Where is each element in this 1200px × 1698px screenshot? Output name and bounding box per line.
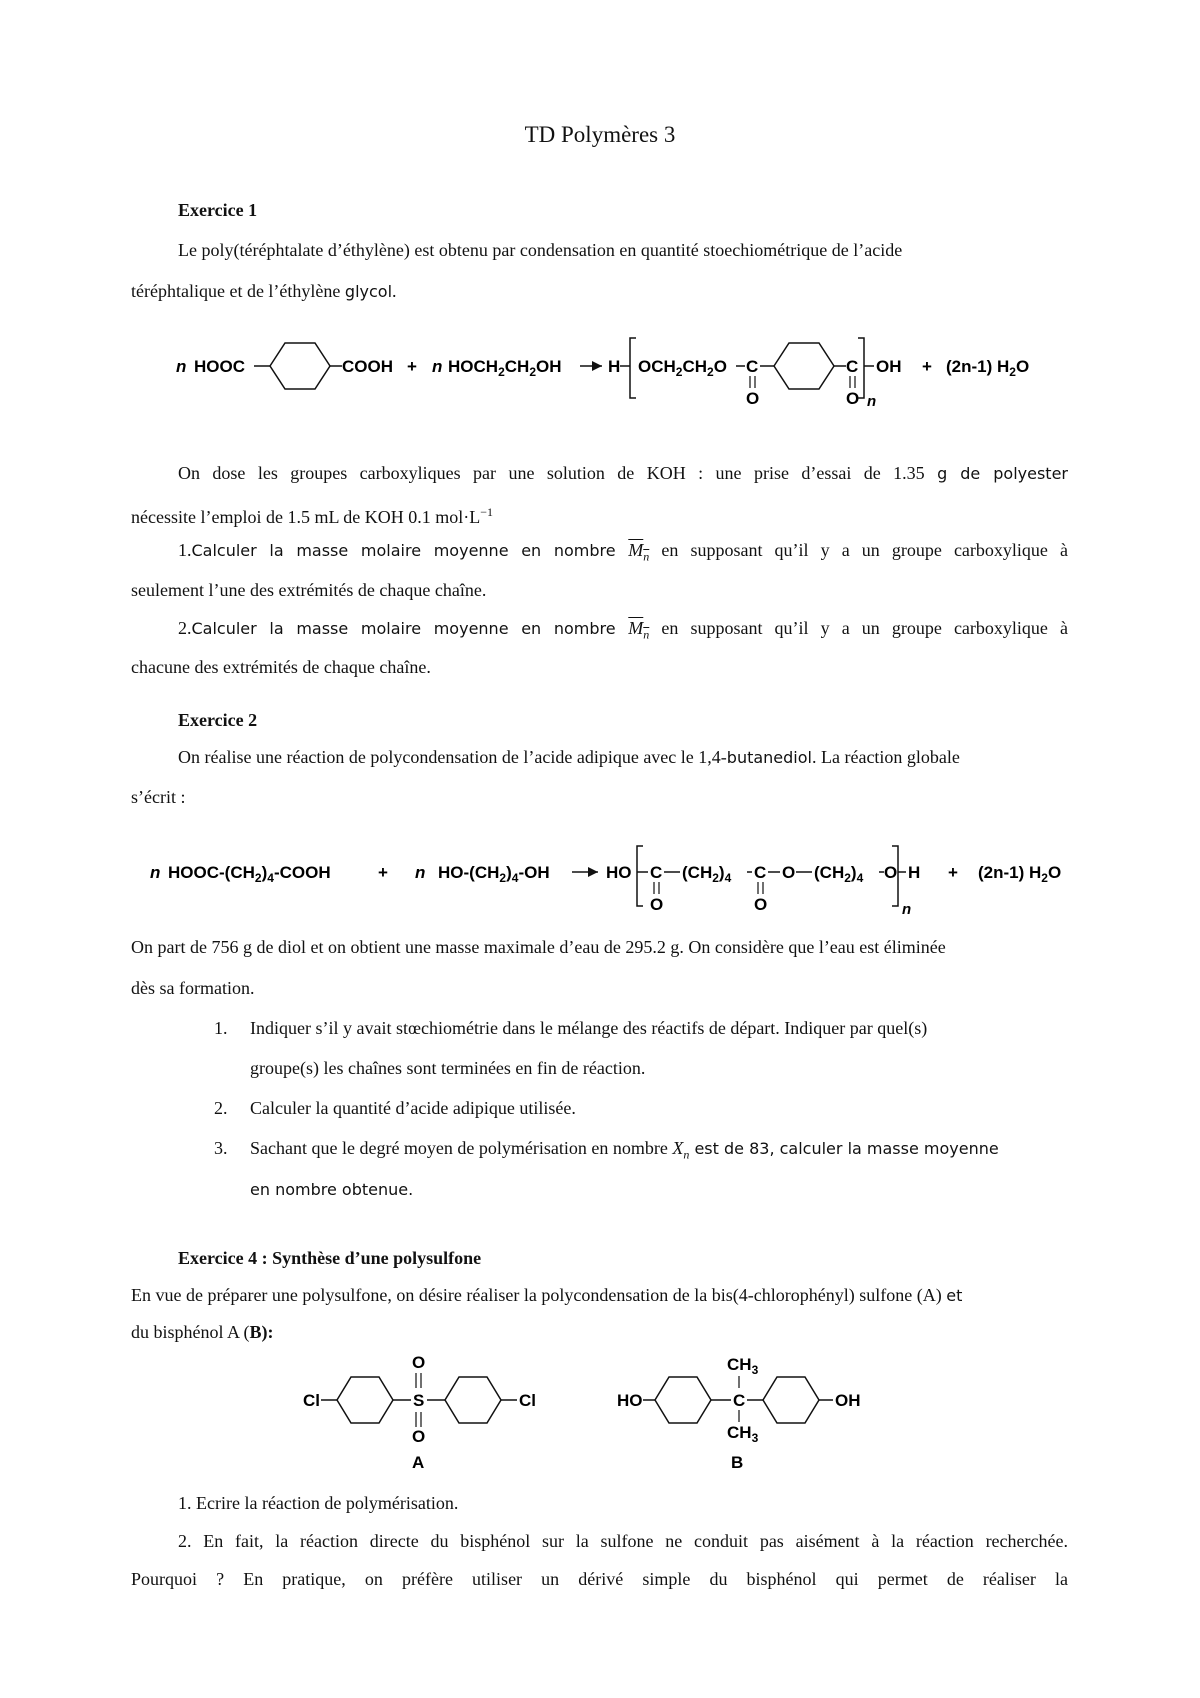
ex4-intro-et: et bbox=[946, 1286, 963, 1305]
ex1-q2-mn-symbol: $M_n$ bbox=[628, 618, 650, 642]
f2-arrow-icon bbox=[588, 867, 598, 877]
ex1-question-2-line2: chacune des extrémités de chaque chaîne. bbox=[131, 657, 431, 677]
f1-bracket-left bbox=[630, 338, 636, 398]
ex1-dose-text: On dose les groupes carboxyliques par une solution de KOH : une prise d’essai de 1.35 bbox=[178, 463, 938, 483]
ex1-intro-line2 bbox=[131, 281, 397, 302]
polyester-adipic-reaction-formula bbox=[140, 840, 1100, 922]
ex2-intro-line1 bbox=[178, 747, 960, 768]
ex1-intro-period: . bbox=[392, 281, 397, 301]
ex1-q1-text-b: en supposant qu’il y a un groupe carboxylique à bbox=[649, 540, 1068, 560]
f3-ch3-top: $CH_3$ bbox=[727, 1355, 759, 1377]
f2-plus1: + bbox=[378, 863, 388, 882]
ex2-item-3-line1 bbox=[250, 1138, 999, 1165]
f1-water: (2n-1) $H_2O$ bbox=[946, 357, 1030, 379]
f2-h: H bbox=[908, 863, 921, 882]
f1-o-bottom2: O bbox=[846, 389, 860, 408]
f3-o-bottom: O bbox=[412, 1427, 426, 1446]
ex4-intro-line1 bbox=[131, 1285, 962, 1306]
f1-o-bottom1: O bbox=[746, 389, 760, 408]
f2-o-mid: O bbox=[782, 863, 796, 882]
ex2-intro-butanediol: butanediol bbox=[726, 748, 812, 767]
ex1-q2-text-a: Calculer la masse molaire moyenne en nombre bbox=[191, 619, 629, 638]
ex1-q1-text-a: Calculer la masse molaire moyenne en nombre bbox=[191, 541, 629, 560]
f2-ch2-mid: $(CH_2)_4$ bbox=[682, 863, 732, 885]
ex2-text-line1: On part de 756 g de diol et on obtient une masse maximale d’eau de 295.2 g. On considère que l’eau est éliminée bbox=[131, 937, 946, 957]
f3-ho: HO bbox=[617, 1391, 643, 1410]
f1-h: H bbox=[608, 357, 621, 376]
ex2-intro-text: On réalise une réaction de polycondensation de l’acide adipique avec le 1,4- bbox=[178, 747, 727, 767]
ex1-intro-line1: Le poly(téréphtalate d’éthylène) est obtenu par condensation en quantité stoechiométrique de l’acide bbox=[178, 240, 903, 260]
ex4-intro-line2 bbox=[131, 1322, 274, 1342]
exercise-1-heading: Exercice 1 bbox=[178, 200, 258, 220]
ex2-intro-text-end: . La réaction globale bbox=[811, 747, 960, 767]
ex1-dose-exponent: −1 bbox=[480, 505, 494, 519]
ex1-q1-mn-symbol: $M_n$ bbox=[628, 540, 650, 564]
f1-n2: n bbox=[432, 357, 443, 376]
f2-ch2-last: $(CH_2)_4$ bbox=[814, 863, 864, 885]
f1-plus1: + bbox=[407, 357, 417, 376]
f3-ring-b1 bbox=[655, 1377, 711, 1423]
ex2-item-2-line1: Calculer la quantité d’acide adipique utilisée. bbox=[250, 1098, 576, 1118]
ex4-question-2-line2: Pourquoi ? En pratique, on préfère utiliser un dérivé simple du bisphénol qui permet de réaliser la bbox=[131, 1569, 1068, 1589]
f1-och2ch2o: $OCH_2CH_2O$ bbox=[638, 357, 727, 379]
f3-ch3-bottom: $CH_3$ bbox=[727, 1423, 759, 1445]
ex2-item-3-text-c: calculer la masse moyenne bbox=[779, 1139, 999, 1158]
f2-ho: HO bbox=[606, 863, 632, 882]
f1-c2: C bbox=[846, 357, 859, 376]
f3-oh: OH bbox=[835, 1391, 861, 1410]
f1-hooc: HOOC bbox=[194, 357, 245, 376]
ex1-question-2-line1 bbox=[178, 618, 1068, 645]
page-title: TD Polymères 3 bbox=[524, 122, 676, 147]
f1-arrow-icon bbox=[592, 361, 602, 371]
f1-n-sub: n bbox=[867, 393, 877, 410]
f2-n-sub: n bbox=[902, 901, 912, 918]
ex2-item-3-xn-symbol: $X_n$ bbox=[672, 1138, 690, 1162]
ex4-question-1: 1. Ecrire la réaction de polymérisation. bbox=[178, 1493, 459, 1513]
ex1-intro-text: téréphtalique et de l’éthylène bbox=[131, 281, 345, 301]
exercise-2-heading: Exercice 2 bbox=[178, 710, 258, 730]
ex1-dose-line1 bbox=[178, 463, 1068, 484]
ex2-item-3-text-a: Sachant que le degré moyen de polymérisation en nombre bbox=[250, 1138, 673, 1158]
ex2-item-2-number: 2. bbox=[214, 1098, 228, 1118]
f1-plus2: + bbox=[922, 357, 932, 376]
f2-plus2: + bbox=[948, 863, 958, 882]
f3-cl-right: Cl bbox=[519, 1391, 536, 1410]
f3-ring-b2 bbox=[763, 1377, 819, 1423]
f3-cl-left: Cl bbox=[303, 1391, 320, 1410]
f3-label-a: A bbox=[412, 1453, 425, 1472]
ex1-q2-number: 2. bbox=[178, 618, 192, 638]
ex2-item-1-line1: Indiquer s’il y avait stœchiométrie dans le mélange des réactifs de départ. Indiquer par quel(s) bbox=[250, 1018, 928, 1038]
ex1-q2-text-b: en supposant qu’il y a un groupe carboxylique à bbox=[649, 618, 1068, 638]
f2-o-last: O bbox=[884, 863, 898, 882]
f3-s: S bbox=[413, 1391, 425, 1410]
f2-diol: $HO-(CH_2)_4-OH$ bbox=[438, 863, 550, 885]
f1-benzene-ring bbox=[270, 343, 330, 389]
ex1-question-1-line2: seulement l’une des extrémités de chaque chaîne. bbox=[131, 580, 487, 600]
f2-n2: n bbox=[415, 863, 426, 882]
f2-c1: C bbox=[650, 863, 663, 882]
ex4-intro-text: En vue de préparer une polysulfone, on désire réaliser la polycondensation de la bis(4-chlorophényl) sulfone (A) bbox=[131, 1285, 947, 1305]
f1-glycol: $HOCH_2CH_2OH$ bbox=[448, 357, 562, 379]
f1-c1: C bbox=[746, 357, 759, 376]
ex4-intro-text-2: du bisphénol A ( bbox=[131, 1322, 250, 1342]
f2-c2: C bbox=[754, 863, 767, 882]
ex1-dose-polyester: g de polyester bbox=[937, 464, 1068, 483]
pet-reaction-formula bbox=[170, 330, 1050, 410]
f2-acid: HOOC-$(CH_2)_4$-COOH bbox=[168, 863, 331, 885]
ex4-intro-b: B bbox=[249, 1322, 262, 1342]
f1-n: n bbox=[176, 357, 187, 376]
f1-benzene-ring-2 bbox=[774, 343, 834, 389]
f2-water: (2n-1) $H_2O$ bbox=[978, 863, 1062, 885]
ex2-item-3-number: 3. bbox=[214, 1138, 228, 1158]
f2-bracket-left bbox=[637, 846, 643, 906]
ex4-question-2-line1: 2. En fait, la réaction directe du bisphénol sur la sulfone ne conduit pas aisément à la réaction recherchée. bbox=[178, 1531, 1068, 1551]
ex2-item-3-line2: en nombre obtenue. bbox=[250, 1180, 414, 1199]
ex2-intro-line2: s’écrit : bbox=[131, 787, 186, 807]
ex2-text-line2: dès sa formation. bbox=[131, 978, 255, 998]
f2-n: n bbox=[150, 863, 161, 882]
ex1-dose-koh: nécessite l’emploi de 1.5 mL de KOH 0.1 mol·L bbox=[131, 507, 481, 527]
sulfone-bisphenol-structures bbox=[295, 1352, 935, 1472]
ex1-intro-glycol: glycol bbox=[344, 282, 393, 301]
f3-ring-a1 bbox=[337, 1377, 393, 1423]
ex2-item-3-text-b: est de 83, bbox=[689, 1139, 780, 1158]
f2-o-bottom2: O bbox=[754, 895, 768, 914]
f3-o-top: O bbox=[412, 1353, 426, 1372]
f3-c: C bbox=[733, 1391, 746, 1410]
f1-cooh: COOH bbox=[342, 357, 393, 376]
ex2-item-1-line2: groupe(s) les chaînes sont terminées en fin de réaction. bbox=[250, 1058, 646, 1078]
ex2-item-1-number: 1. bbox=[214, 1018, 228, 1038]
ex1-dose-line2 bbox=[131, 502, 493, 527]
ex1-question-1-line1 bbox=[178, 540, 1068, 567]
f3-ring-a2 bbox=[445, 1377, 501, 1423]
f1-oh: OH bbox=[876, 357, 902, 376]
ex4-intro-colon: ): bbox=[261, 1322, 274, 1342]
f2-o-bottom1: O bbox=[650, 895, 664, 914]
exercise-4-heading: Exercice 4 : Synthèse d’une polysulfone bbox=[178, 1248, 482, 1268]
f3-label-b: B bbox=[731, 1453, 744, 1472]
ex1-q1-number: 1. bbox=[178, 540, 192, 560]
